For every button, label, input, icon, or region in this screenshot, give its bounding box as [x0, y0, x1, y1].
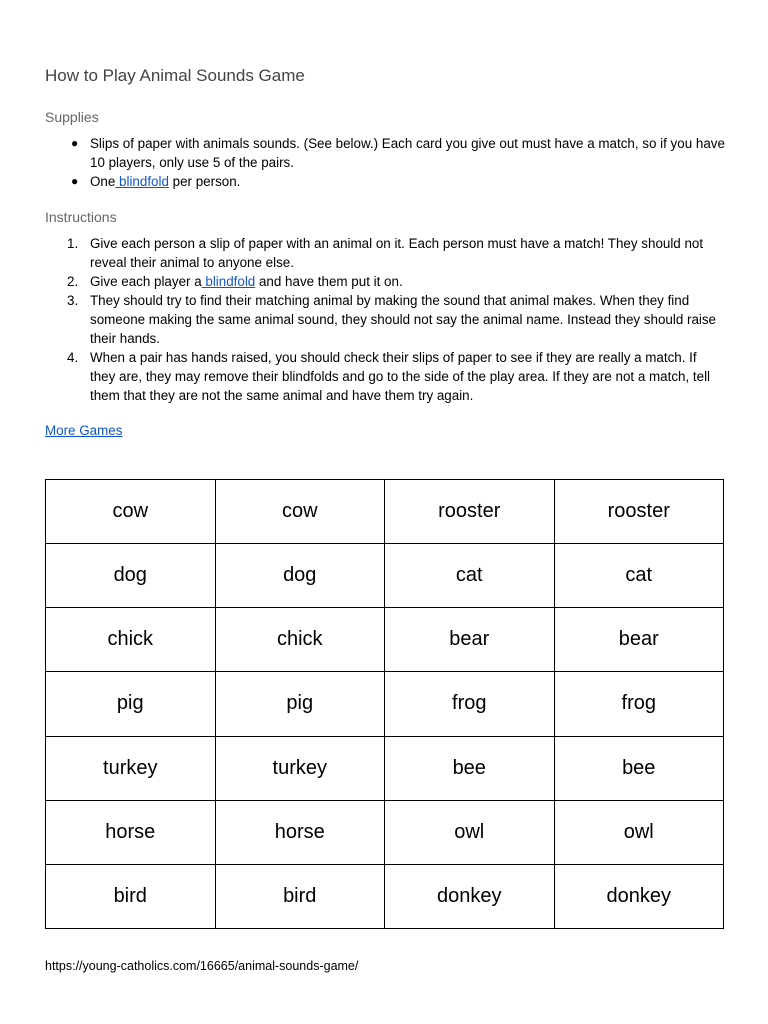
instructions-heading: Instructions [45, 209, 117, 225]
animal-card: rooster [554, 480, 724, 544]
animal-card: cat [554, 544, 724, 608]
table-row [46, 672, 724, 736]
animal-card: turkey [46, 736, 216, 800]
step-text: They should try to find their matching animal by making the sound that animal makes. When they find someone making the same animal sound, they should not say the animal name. Instead they should raise their hands. [90, 293, 717, 346]
animal-card: rooster [385, 480, 555, 544]
list-item [45, 272, 725, 291]
blindfold-link[interactable]: blindfold [115, 174, 169, 189]
animal-card: horse [215, 800, 385, 864]
animal-card: pig [215, 672, 385, 736]
animal-card: bear [385, 608, 555, 672]
animal-card: bee [554, 736, 724, 800]
list-item [45, 348, 725, 405]
animal-card: frog [554, 672, 724, 736]
animal-card: chick [46, 608, 216, 672]
list-item [45, 134, 725, 172]
animal-card: donkey [554, 864, 724, 928]
step-text: Give each person a slip of paper with an animal on it. Each person must have a match! They should not reveal their animal to anyone else. [90, 236, 704, 270]
step-number: 4. [67, 350, 79, 365]
supplies-list [45, 134, 725, 191]
animal-card: bird [46, 864, 216, 928]
instructions-list [45, 234, 725, 405]
supplies-item-text: per person. [168, 174, 241, 189]
footer-url: https://young-catholics.com/16665/animal-sounds-game/ [45, 959, 359, 973]
animal-card: owl [554, 800, 724, 864]
table-row [46, 864, 724, 928]
supplies-item-text: One [90, 174, 116, 189]
list-item [45, 172, 725, 191]
bullet-icon: ● [71, 174, 79, 188]
animal-card: bee [385, 736, 555, 800]
step-text: and have them put it on. [255, 274, 403, 289]
step-number: 2. [67, 274, 79, 289]
animal-card: chick [215, 608, 385, 672]
animal-cards-table [45, 479, 724, 929]
animal-card: owl [385, 800, 555, 864]
animal-card: dog [215, 544, 385, 608]
animal-card: pig [46, 672, 216, 736]
table-row [46, 736, 724, 800]
animal-card: bird [215, 864, 385, 928]
page-title: How to Play Animal Sounds Game [45, 66, 305, 85]
step-number: 3. [67, 293, 79, 308]
animal-card: cat [385, 544, 555, 608]
bullet-icon: ● [71, 136, 79, 150]
animal-card: bear [554, 608, 724, 672]
list-item [45, 234, 725, 272]
supplies-heading: Supplies [45, 109, 99, 125]
step-number: 1. [67, 236, 79, 251]
animal-card: cow [46, 480, 216, 544]
animal-card: donkey [385, 864, 555, 928]
supplies-item-text: Slips of paper with animals sounds. (See below.) Each card you give out must have a match, so if you have 10 players, only use 5 of the pairs. [90, 136, 725, 170]
table-row [46, 608, 724, 672]
animal-card: turkey [215, 736, 385, 800]
step-text: When a pair has hands raised, you should check their slips of paper to see if they are really a match. If they are, they may remove their blindfolds and go to the side of the play area. If they are not a match, tell them that they are not the same animal and have them try again. [90, 350, 711, 403]
animal-card: cow [215, 480, 385, 544]
more-games-link[interactable]: More Games [45, 423, 123, 438]
animal-card: frog [385, 672, 555, 736]
table-row [46, 544, 724, 608]
table-row [46, 800, 724, 864]
blindfold-link[interactable]: blindfold [201, 274, 256, 289]
animal-card: dog [46, 544, 216, 608]
animal-card: horse [46, 800, 216, 864]
list-item [45, 291, 725, 348]
table-row [46, 480, 724, 544]
step-text: Give each player a [90, 274, 202, 289]
